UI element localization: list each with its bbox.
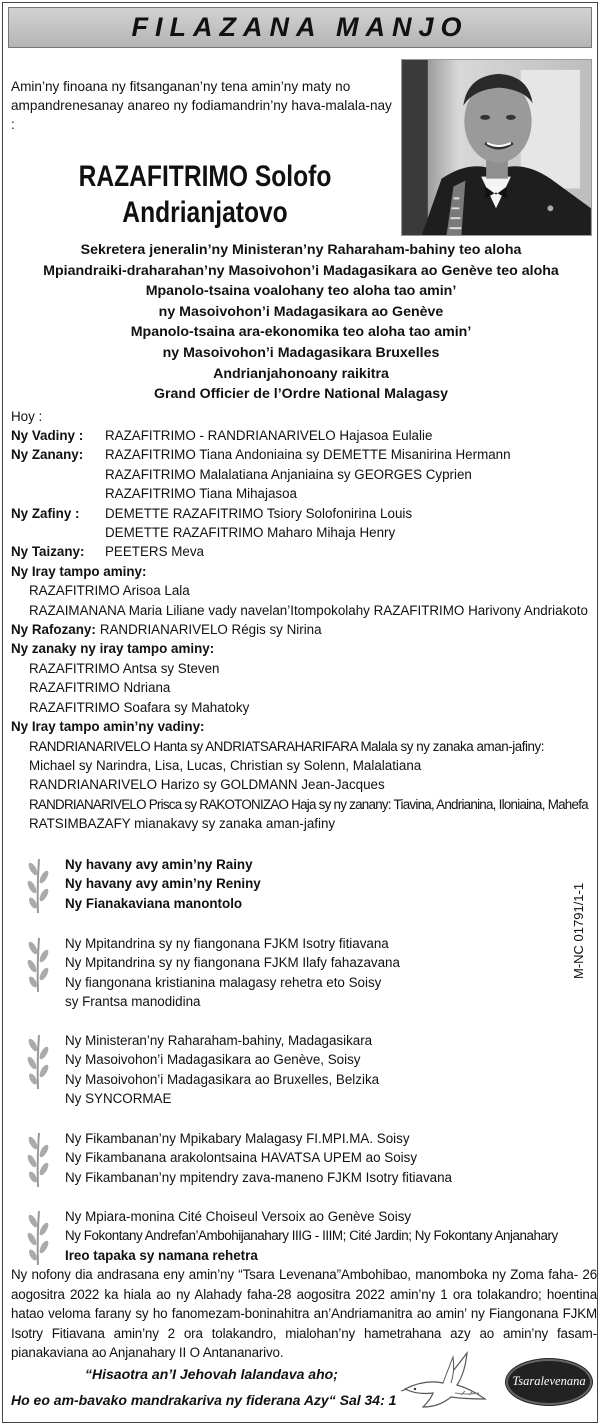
- condolence-line: Ny fiangonana kristianina malagasy rehetra eto Soisy: [65, 974, 382, 990]
- obituary-notice: [2, 2, 598, 1423]
- relation-label: Ny Rafozany:: [11, 622, 96, 638]
- header-title: FILAZANA MANJO: [131, 11, 469, 42]
- title-line: Mpanolo-tsaina ara-ekonomika teo aloha tao amin’: [130, 324, 472, 341]
- relation-name: RAZAFITRIMO - RANDRIANARIVELO Hajasoa Eulalie: [105, 428, 433, 443]
- deceased-titles: [3, 240, 598, 405]
- relation-name: RAZAIMANANA Maria Liliane vady navelan’Itompokolahy RAZAFITRIMO Harivony Andriakoto: [29, 602, 588, 618]
- title-line: ny Masoivohon’i Madagasikara ao Genève: [158, 303, 444, 320]
- dove-icon: [395, 1349, 491, 1411]
- logo-text: Tsaralevenana: [512, 1374, 586, 1389]
- condolence-line: Ny SYNCORMAE: [65, 1091, 172, 1107]
- condolence-line: Ny Mpiara-monina Cité Choiseul Versoix ao Genève Soisy: [65, 1209, 412, 1224]
- relation-name: DEMETTE RAZAFITRIMO Maharo Mihaja Henry: [105, 525, 396, 541]
- condolence-line: Ny Fianakaviana manontolo: [65, 895, 243, 911]
- condolence-block: [3, 934, 400, 1012]
- relation-label: Ny Taizany:: [11, 544, 85, 560]
- relation-name: RAZAFITRIMO Ndriana: [29, 680, 171, 696]
- relation-name: RANDRIANARIVELO Prisca sy RAKOTONIZAO Haja sy ny zanany: Tiavina, Andrianina, Iloniaina, Mahefa: [29, 796, 588, 812]
- condolence-line: Ny Mpitandrina sy ny fiangonana FJKM Ilafy fahazavana: [65, 955, 400, 971]
- relation-name: RANDRIANARIVELO Régis sy Nirina: [99, 622, 322, 638]
- relation-name: RAZAFITRIMO Antsa sy Steven: [29, 660, 220, 676]
- relation-name: RANDRIANARIVELO Hanta sy ANDRIATSARAHARIFARA Malala sy ny zanaka aman-jafiny:: [29, 738, 545, 754]
- condolence-line: sy Frantsa manodidina: [65, 994, 201, 1010]
- relation-name: RANDRIANARIVELO Harizo sy GOLDMANN Jean-Jacques: [29, 777, 385, 793]
- reference-code-wrap: [569, 859, 593, 979]
- relation-zafiny: [11, 504, 596, 543]
- condolence-line: Ireo tapaka sy namana rehetra: [65, 1247, 258, 1263]
- relation-name: RAZAFITRIMO Tiana Andoniaina sy DEMETTE Misanirina Hermann: [105, 447, 511, 463]
- family-list: [11, 426, 596, 834]
- condolence-line: Ny Fikambanana arakolontsaina HAVATSA UPEM ao Soisy: [65, 1150, 418, 1166]
- condolence-line: Ny Mpitandrina sy ny fiangonana FJKM Isotry fitiavana: [65, 936, 389, 951]
- olive-branch-icon: [25, 934, 51, 994]
- hoy-label: Hoy :: [11, 409, 43, 424]
- condolence-line: Ny Fokontany Andrefan’Ambohijanahary IIIG - IIIM; Cité Jardin; Ny Fokontany Anjanahary: [65, 1228, 558, 1244]
- title-line: Grand Officier de l’Ordre National Malagasy: [153, 386, 449, 403]
- title-line: Mpanolo-tsaina voalohany teo aloha tao amin’: [145, 283, 457, 300]
- relation-name: PEETERS Meva: [105, 544, 204, 560]
- condolence-line: Ny Masoivohon’i Madagasikara ao Bruxelles, Belzika: [65, 1071, 380, 1087]
- relation-rafozany: [11, 620, 596, 639]
- relation-label: Ny Zanany:: [11, 447, 84, 463]
- funeral-home-logo: [506, 1359, 592, 1405]
- header-banner: [8, 7, 592, 48]
- relation-taizany: [11, 542, 596, 561]
- intro-text: Amin’ny finoana ny fitsanganan’ny tena amin’ny maty no ampandrenesanay anareo ny fodiamandrin’ny hava-malala-nay :: [11, 79, 392, 132]
- relation-label: Ny zanaky ny iray tampo aminy:: [11, 641, 215, 657]
- condolence-line: Ny Masoivohon’i Madagasikara ao Genève, Soisy: [65, 1052, 361, 1068]
- title-line: Sekretera jeneralin’ny Ministeran’ny Raharaham-bahiny teo aloha: [80, 242, 522, 258]
- condolence-block: [3, 1207, 558, 1265]
- condolence-line: Ny Fikambanan’ny mpitendry zava-maneno FJKM Isotry fitiavana: [65, 1169, 452, 1185]
- relation-name: Michael sy Narindra, Lisa, Lucas, Christian sy Solenn, Malalatiana: [29, 757, 422, 773]
- relation-zanany: [11, 445, 596, 503]
- reference-code: M-NC 01791/1-1: [571, 882, 586, 979]
- olive-branch-icon: [25, 1207, 51, 1267]
- deceased-name-line1: RAZAFITRIMO Solofo: [78, 160, 332, 193]
- relation-name: RAZAFITRIMO Soafara sy Mahatoky: [29, 699, 250, 715]
- relation-label: Ny Iray tampo amin’ny vadiny:: [11, 719, 205, 735]
- relation-label: Ny Iray tampo aminy:: [11, 563, 147, 579]
- portrait-photo: [401, 59, 592, 236]
- condolence-block: [3, 855, 261, 913]
- relation-name: RAZAFITRIMO Malalatiana Anjaniaina sy GEORGES Cyprien: [105, 466, 472, 482]
- condolence-line: Ny Ministeran’ny Raharaham-bahiny, Madagasikara: [65, 1033, 373, 1048]
- relation-name: DEMETTE RAZAFITRIMO Tsiory Solofonirina Louis: [105, 505, 413, 521]
- funeral-details: Ny nofony dia andrasana eny amin’ny “Tsara Levenana”Ambohibao, manomboka ny Zoma faha- 26 aogositra 2022 ka hiala ao ny Alahady faha-28 aogositra 2022 amin’ny 1 ora tolakandro; hoentina hatao veloma farany sy ho fanomezam-boninahitra an’Andriamanitra ao amin’ ny Fiangonana FJKM Isotry Fitiavana amin’ny 2 ora tolakandro, mialohan’ny hametrahana azy ao amin’ny fasam-pianakaviana ao Anjanahary II O Antananarivo.: [11, 1267, 597, 1361]
- condolence-line: Ny havany avy amin’ny Rainy: [65, 857, 253, 872]
- relation-name: RAZAFITRIMO Tiana Mihajasoa: [105, 486, 297, 502]
- olive-branch-icon: [25, 1129, 51, 1189]
- condolence-line: Ny havany avy amin’ny Reniny: [65, 876, 261, 892]
- olive-branch-icon: [25, 855, 51, 915]
- verse-line1: “Hisaotra an’I Jehovah lalandava aho;: [85, 1366, 338, 1382]
- deceased-name-line2: Andrianjatovo: [122, 196, 288, 229]
- verse-line2: Ho eo am-bavako mandrakariva ny fiderana Azy“ Sal 34: 1: [11, 1392, 397, 1408]
- relation-name: RATSIMBAZAFY mianakavy sy zanaka aman-jafiny: [29, 816, 336, 832]
- olive-branch-icon: [25, 1031, 51, 1091]
- title-line: Andrianjahonoany raikitra: [213, 365, 389, 382]
- portrait-image: [402, 60, 591, 235]
- relation-label: Ny Zafiny :: [11, 505, 80, 521]
- relation-name: RAZAFITRIMO Arisoa Lala: [29, 583, 190, 599]
- title-line: Mpiandraiki-draharahan’ny Masoivohon’i Madagasikara ao Genève teo aloha: [43, 262, 559, 279]
- title-line: ny Masoivohon’i Madagasikara Bruxelles: [162, 344, 440, 361]
- relation-label: Ny Vadiny :: [11, 428, 84, 443]
- condolence-block: [3, 1129, 452, 1187]
- relation-vadiny: [11, 426, 596, 445]
- condolence-line: Ny Fikambanan’ny Mpikabary Malagasy FI.MPI.MA. Soisy: [65, 1131, 410, 1146]
- condolence-block: [3, 1031, 379, 1109]
- deceased-name: [46, 159, 364, 231]
